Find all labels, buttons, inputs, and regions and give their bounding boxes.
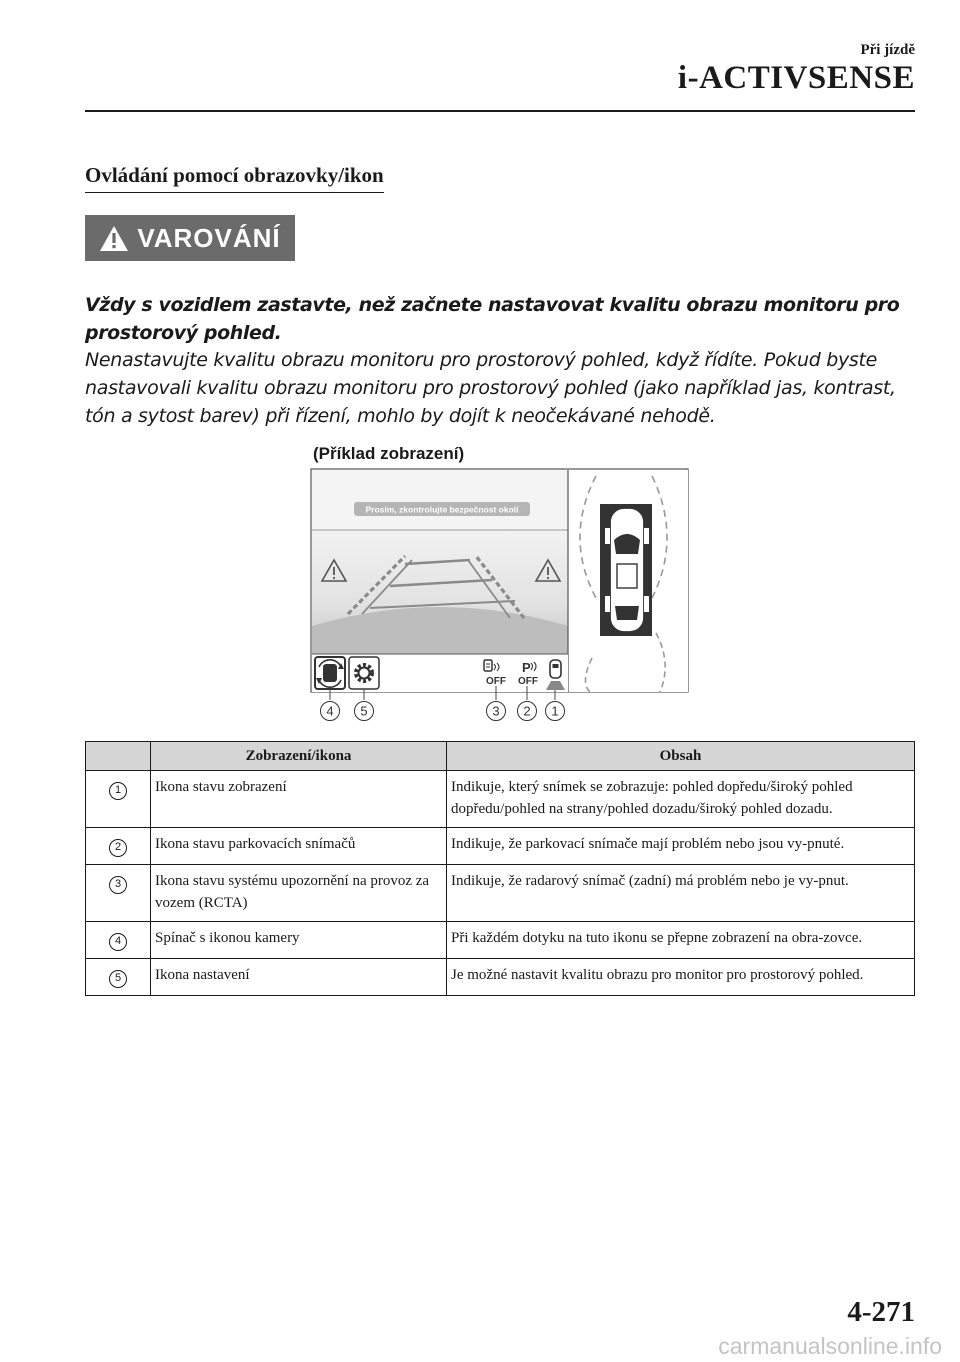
callout-2-number: 2 [523, 703, 531, 719]
header-section: Při jízdě [860, 42, 915, 58]
callout-3-number: 3 [492, 703, 500, 719]
row-content: Při každém dotyku na tuto ikonu se přepne zobrazení na obra-zovce. [447, 922, 915, 959]
table-header-icon: Zobrazení/ikona [151, 742, 447, 771]
row-number [86, 959, 151, 996]
callout-5 [355, 702, 374, 721]
row-icon-name: Spínač s ikonou kamery [151, 922, 447, 959]
row-number-circle: 3 [109, 876, 127, 894]
rcta-off-label: OFF [486, 676, 506, 687]
row-icon-name: Ikona stavu zobrazení [151, 771, 447, 828]
row-number-circle: 2 [109, 839, 127, 857]
header-rule [85, 110, 915, 112]
table-row [86, 771, 915, 828]
row-content: Indikuje, který snímek se zobrazuje: pohled dopředu/široký pohled dopředu/pohled na strany/pohled dozadu/široký pohled dozadu. [447, 771, 915, 828]
row-number-circle: 1 [109, 782, 127, 800]
row-content: Indikuje, že radarový snímač (zadní) má problém nebo je vy-pnut. [447, 865, 915, 922]
warning-label: VAROVÁNÍ [137, 222, 281, 253]
table-header-row [86, 742, 915, 771]
svg-text:P: P [522, 660, 531, 675]
row-content: Indikuje, že parkovací snímače mají problém nebo jsou vy-pnuté. [447, 828, 915, 865]
table-row [86, 922, 915, 959]
table-row [86, 828, 915, 865]
row-number [86, 828, 151, 865]
callout-3 [487, 702, 506, 721]
table-header-blank [86, 742, 151, 771]
row-number-circle: 5 [109, 970, 127, 988]
callout-2 [518, 702, 537, 721]
watermark: carmanualsonline.info [718, 1333, 942, 1359]
callout-5-number: 5 [360, 703, 368, 719]
figure-caption: (Příklad zobrazení) [313, 444, 465, 463]
callout-1 [546, 702, 565, 721]
section-title: Ovládání pomocí obrazovky/ikon [85, 163, 384, 193]
callout-4 [321, 702, 340, 721]
row-icon-name: Ikona nastavení [151, 959, 447, 996]
callout-4-number: 4 [326, 703, 334, 719]
vehicle-top-view [600, 504, 652, 636]
table-row [86, 959, 915, 996]
row-number [86, 865, 151, 922]
row-number-circle: 4 [109, 933, 127, 951]
header-chapter-title: i-ACTIVSENSE [677, 60, 915, 96]
icon-table [85, 741, 915, 996]
camera-sky [312, 470, 568, 530]
monitor-figure [310, 468, 690, 735]
settings-gear-icon[interactable] [349, 657, 379, 689]
row-number [86, 771, 151, 828]
row-number [86, 922, 151, 959]
row-content: Je možné nastavit kvalitu obrazu pro monitor pro prostorový pohled. [447, 959, 915, 996]
warning-text: Nenastavujte kvalitu obrazu monitoru pro prostorový pohled, když řídíte. Pokud byste nastavovali kvalitu obrazu monitoru pro prostorový pohled (jako například jas, kontrast, tón a sytost barev) při řízení, mohlo by dojít k neočekávané nehodě. [85, 349, 896, 427]
safety-message: Prosím, zkontrolujte bezpečnost okolí [365, 504, 519, 515]
page-number: 4-271 [847, 1296, 915, 1328]
warning-banner [85, 215, 295, 261]
warning-bold-text: Vždy s vozidlem zastavte, než začnete nastavovat kvalitu obrazu monitoru pro prostorový pohled. [85, 294, 900, 344]
callout-1-number: 1 [551, 703, 559, 719]
parking-off-label: OFF [518, 676, 538, 687]
table-row [86, 865, 915, 922]
warning-triangle-icon [99, 225, 129, 252]
row-icon-name: Ikona stavu systému upozornění na provoz za vozem (RCTA) [151, 865, 447, 922]
row-icon-name: Ikona stavu parkovacích snímačů [151, 828, 447, 865]
table-header-content: Obsah [447, 742, 915, 771]
camera-switch-button[interactable] [315, 657, 345, 689]
